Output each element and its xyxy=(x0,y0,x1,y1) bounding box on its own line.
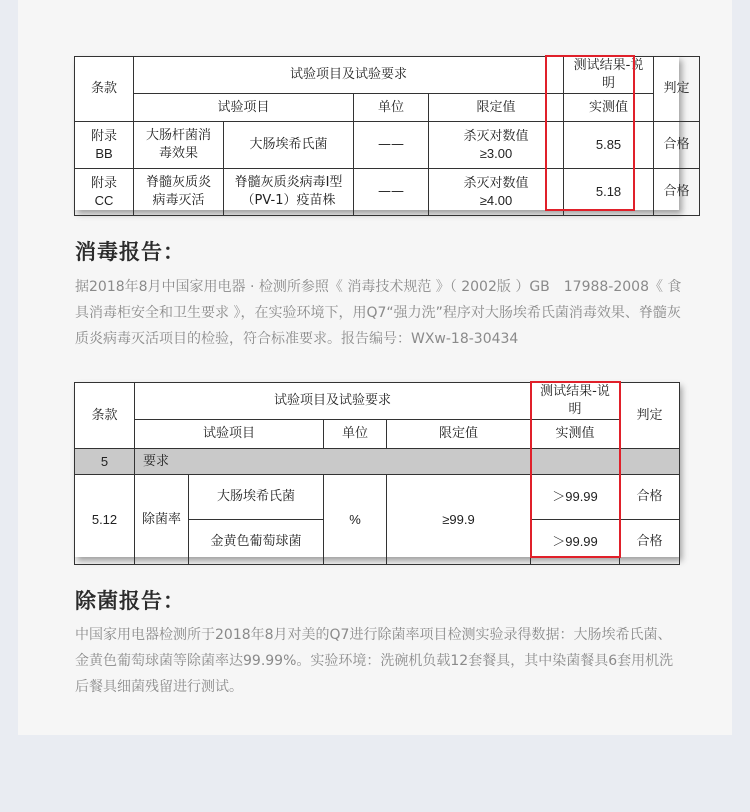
measured-cell: 5.18 xyxy=(564,169,654,216)
measured-cell: ＞99.99 xyxy=(531,520,620,565)
section-body-disinfection: 据2018年8月中国家用电器 · 检测所参照《 消毒技术规范 》（ 2002版 ）GB 17988-2008《 食具消毒柜安全和卫生要求 》，在实验环境下，用Q7“强力洗”程序对大肠埃希氏菌消毒效果、脊髓灰质炎病毒灭活项目的检验，符合标准要求。报告编号：WXw-18-30434 xyxy=(75,279,682,347)
judgement-cell: 合格 xyxy=(654,169,700,216)
section-title-disinfection: 消毒报告： xyxy=(75,240,185,264)
test-item-cell: 脊髓灰质炎病毒Ⅰ型 （PV-1）疫苗株 xyxy=(224,169,354,216)
test-item-cell: 大肠埃希氏菌 xyxy=(224,122,354,169)
judgement-cell: 合格 xyxy=(620,475,680,520)
test-category-cell: 脊髓灰质炎 病毒灭活 xyxy=(134,169,224,216)
test-item-cell: 金黄色葡萄球菌 xyxy=(189,520,324,565)
unit-cell: % xyxy=(324,475,387,565)
measured-cell: 5.85 xyxy=(564,122,654,169)
section-body-sterilization: 中国家用电器检测所于2018年8月对美的Q7进行除菌率项目检测实验录得数据：大肠埃希氏菌、金黄色葡萄球菌等除菌率达99.99%。实验环境：洗碗机负载12套餐具，其中染菌餐具6套用机洗后餐具细菌残留进行测试。 xyxy=(75,627,674,695)
section-label-cell: 要求 xyxy=(135,449,531,475)
header-measured: 实测值 xyxy=(564,94,654,122)
measured-cell: ＞99.99 xyxy=(531,475,620,520)
result-highlight-box xyxy=(545,55,635,211)
header-test-item: 试验项目 xyxy=(135,420,324,449)
header-result: 测试结果-说明 xyxy=(564,57,654,94)
header-test-group: 试验项目及试验要求 xyxy=(135,383,531,420)
header-judgement: 判定 xyxy=(620,383,680,449)
test-category-cell: 大肠杆菌消 毒效果 xyxy=(134,122,224,169)
header-test-item: 试验项目 xyxy=(134,94,354,122)
unit-cell: —— xyxy=(354,169,429,216)
limit-cell: 杀灭对数值 ≥3.00 xyxy=(429,122,564,169)
header-limit: 限定值 xyxy=(387,420,531,449)
clause-cell: 附录 BB xyxy=(75,122,134,169)
judgement-cell: 合格 xyxy=(620,520,680,565)
header-unit: 单位 xyxy=(324,420,387,449)
header-result: 测试结果-说明 xyxy=(531,383,620,420)
header-unit: 单位 xyxy=(354,94,429,122)
result-highlight-box xyxy=(530,381,621,558)
section-title-sterilization: 除菌报告： xyxy=(75,589,185,613)
header-clause: 条款 xyxy=(75,383,135,449)
test-category-cell: 除菌率 xyxy=(135,475,189,565)
limit-cell: ≥99.9 xyxy=(387,475,531,565)
clause-cell: 5.12 xyxy=(75,475,135,565)
header-limit: 限定值 xyxy=(429,94,564,122)
section-number-cell: 5 xyxy=(75,449,135,475)
header-clause: 条款 xyxy=(75,57,134,122)
judgement-cell: 合格 xyxy=(654,122,700,169)
test-item-cell: 大肠埃希氏菌 xyxy=(189,475,324,520)
empty-cell xyxy=(620,449,680,475)
header-judgement: 判定 xyxy=(654,57,700,122)
unit-cell: —— xyxy=(354,122,429,169)
header-measured: 实测值 xyxy=(531,420,620,449)
limit-cell: 杀灭对数值 ≥4.00 xyxy=(429,169,564,216)
header-test-group: 试验项目及试验要求 xyxy=(134,57,564,94)
clause-cell: 附录 CC xyxy=(75,169,134,216)
